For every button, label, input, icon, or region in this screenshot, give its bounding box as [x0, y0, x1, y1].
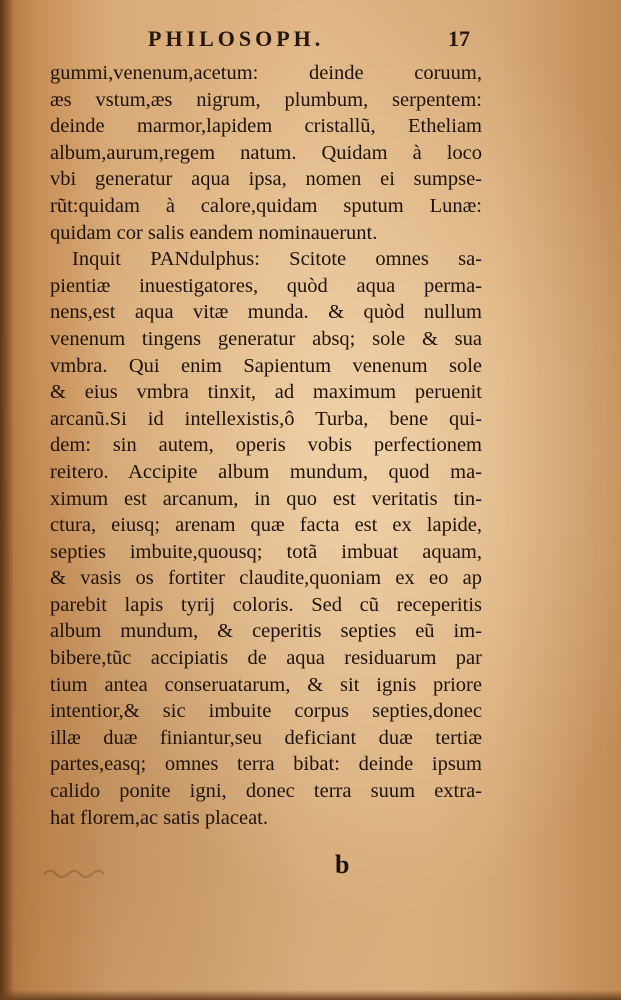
text-line: & eius vmbra tinxit, ad maximum peruenit — [50, 381, 482, 404]
text-line: hat florem,ac satis placeat. — [50, 806, 268, 829]
text-line: parebit lapis tyrij coloris. Sed cũ receperitis — [50, 593, 482, 616]
text-line: calido ponite igni, donec terra suum extra- — [50, 780, 482, 803]
text-line: tium antea conseruatarum, & sit ignis priore — [50, 673, 482, 696]
text-line: æs vstum,æs nigrum, plumbum, serpentem: — [50, 88, 482, 111]
text-line: intentior,& sic imbuite corpus septies,donec — [50, 700, 482, 723]
text-line: vmbra. Qui enim Sapientum venenum sole — [50, 354, 482, 377]
signature-mark: b — [335, 850, 350, 879]
text-line: gummi,venenum,acetum: deinde coruum, — [50, 62, 482, 84]
text-line: album,aurum,regem natum. Quidam à loco — [50, 141, 482, 164]
text-line: ximum est arcanum, in quo est veritatis tin- — [50, 487, 482, 510]
text-line: septies imbuite,quousq; totã imbuat aquam, — [50, 540, 482, 563]
page-header — [60, 26, 490, 56]
text-line: album mundum, & ceperitis septies eũ im- — [50, 620, 482, 643]
text-line: pientiæ inuestigatores, quòd aqua perma- — [50, 274, 482, 297]
text-line: dem: sin autem, operis vobis perfectionem — [50, 434, 482, 457]
body-text — [50, 60, 482, 831]
text-line: quidam cor salis eandem nominauerunt. — [50, 221, 378, 244]
text-line: partes,easq; omnes terra bibat: deinde ipsum — [50, 753, 482, 776]
text-line: & vasis os fortiter claudite,quoniam ex eo ap — [50, 567, 482, 590]
text-line: reitero. Accipite album mundum, quod ma- — [50, 460, 482, 483]
text-line: rũt:quidam à calore,quidam sputum Lunæ: — [50, 194, 482, 217]
running-title: PHILOSOPH. — [148, 26, 325, 51]
text-line: illæ duæ finiantur,seu deficiant duæ tertiæ — [50, 726, 482, 749]
text-line: ctura, eiusq; arenam quæ facta est ex lapide, — [50, 514, 482, 537]
text-line: nens,est aqua vitæ munda. & quòd nullum — [50, 301, 482, 324]
text-line: Inquit PANdulphus: Scitote omnes sa- — [72, 248, 482, 271]
page-number: 17 — [448, 26, 470, 51]
text-line: venenum tingens generatur absq; sole & sua — [50, 327, 482, 350]
page-edge-shadow — [0, 0, 14, 1000]
page-bottom-shadow — [0, 990, 621, 1000]
text-line: bibere,tũc accipiatis de aqua residuarum par — [50, 647, 482, 670]
faded-marginal-mark — [40, 864, 130, 882]
text-line: deinde marmor,lapidem cristallũ, Etheliam — [50, 115, 482, 138]
text-line: vbi generatur aqua ipsa, nomen ei sumpse- — [50, 168, 482, 191]
text-line: arcanũ.Si id intellexistis,ô Turba, bene qui- — [50, 407, 482, 430]
